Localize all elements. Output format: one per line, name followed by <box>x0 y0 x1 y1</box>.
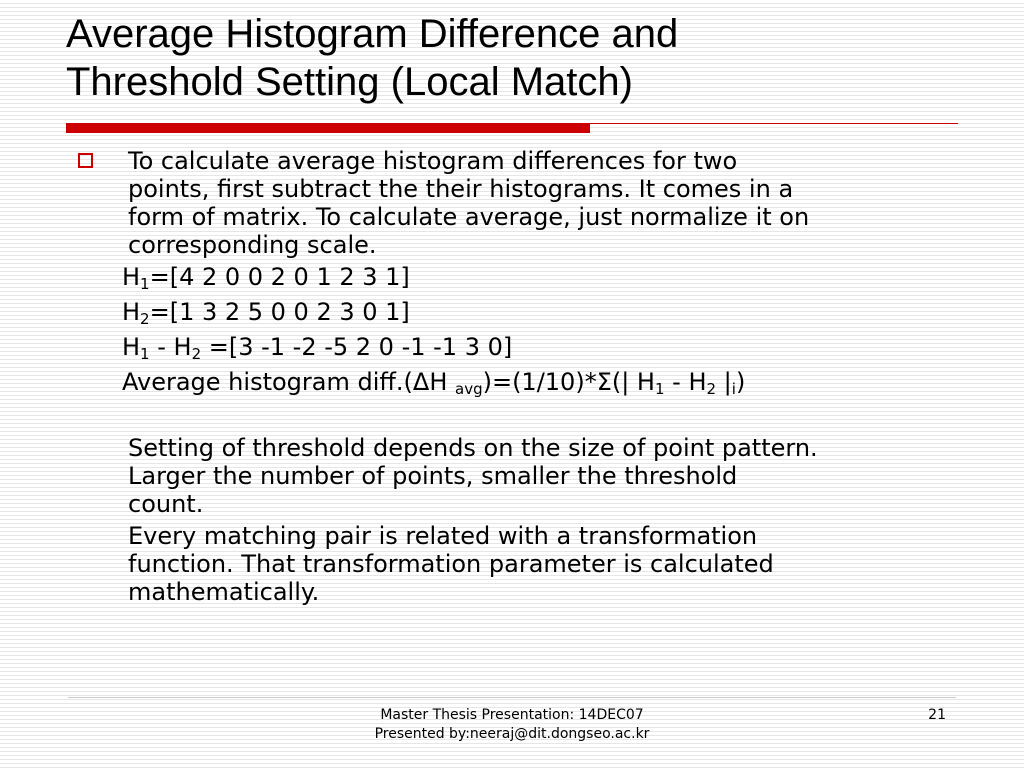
h2-symbol: H <box>122 298 141 326</box>
threshold-line: Setting of threshold depends on the size of point pattern. <box>128 434 818 462</box>
threshold-paragraph <box>122 434 818 518</box>
matching-line: Every matching pair is related with a transformation <box>128 522 758 550</box>
h1-subscript: 1 <box>140 275 150 293</box>
matching-paragraph <box>122 522 774 606</box>
h2-value: =[1 3 2 5 0 0 2 3 0 1] <box>149 298 410 326</box>
equation-h2 <box>122 298 410 326</box>
footer-presentation: Master Thesis Presentation: 14DEC07 <box>380 707 644 723</box>
intro-line: points, first subtract the their histograms. It comes in a <box>128 175 794 203</box>
diff-h2-symbol: H <box>173 333 192 361</box>
title-line-2: Threshold Setting (Local Match) <box>66 60 633 104</box>
diff-h1-symbol: H <box>122 333 141 361</box>
intro-paragraph <box>128 147 809 259</box>
footer-presenter: Presented by:neeraj@dit.dongseo.ac.kr <box>374 726 650 742</box>
intro-line: form of matrix. To calculate average, just normalize it on <box>128 203 810 231</box>
square-bullet-icon <box>78 153 93 168</box>
diff-minus: - <box>149 333 174 361</box>
avg-subscript: avg <box>455 380 483 398</box>
h1-symbol: H <box>122 263 141 291</box>
page-number: 21 <box>928 707 946 723</box>
h2-subscript: 2 <box>140 310 150 328</box>
avg-middle: )=(1/10)*Σ(| H <box>482 368 655 396</box>
avg-close: ) <box>735 368 746 396</box>
avg-prefix: Average histogram diff.(ΔH <box>122 368 455 396</box>
h1-value: =[4 2 0 0 2 0 1 2 3 1] <box>149 263 410 291</box>
intro-line: To calculate average histogram differences for two <box>128 147 738 175</box>
avg-i-subscript: i <box>731 380 736 398</box>
diff-value: =[3 -1 -2 -5 2 0 -1 -1 3 0] <box>201 333 513 361</box>
equation-h1 <box>122 263 410 291</box>
diff-h1-subscript: 1 <box>140 345 150 363</box>
avg-h2-subscript: 2 <box>706 380 717 398</box>
threshold-line: count. <box>128 490 204 518</box>
footer <box>312 706 712 744</box>
diff-h2-subscript: 2 <box>191 345 202 363</box>
avg-h1-subscript: 1 <box>654 380 665 398</box>
footer-divider <box>68 697 956 698</box>
avg-bar: | <box>716 368 732 396</box>
threshold-line: Larger the number of points, smaller the threshold <box>128 462 738 490</box>
matching-line: mathematically. <box>128 578 320 606</box>
equation-difference <box>122 333 512 361</box>
equation-average <box>122 368 745 396</box>
intro-line: corresponding scale. <box>128 231 377 259</box>
matching-line: function. That transformation parameter is calculated <box>128 550 774 578</box>
avg-minus: - H <box>664 368 707 396</box>
title-line-1: Average Histogram Difference and <box>66 12 679 56</box>
